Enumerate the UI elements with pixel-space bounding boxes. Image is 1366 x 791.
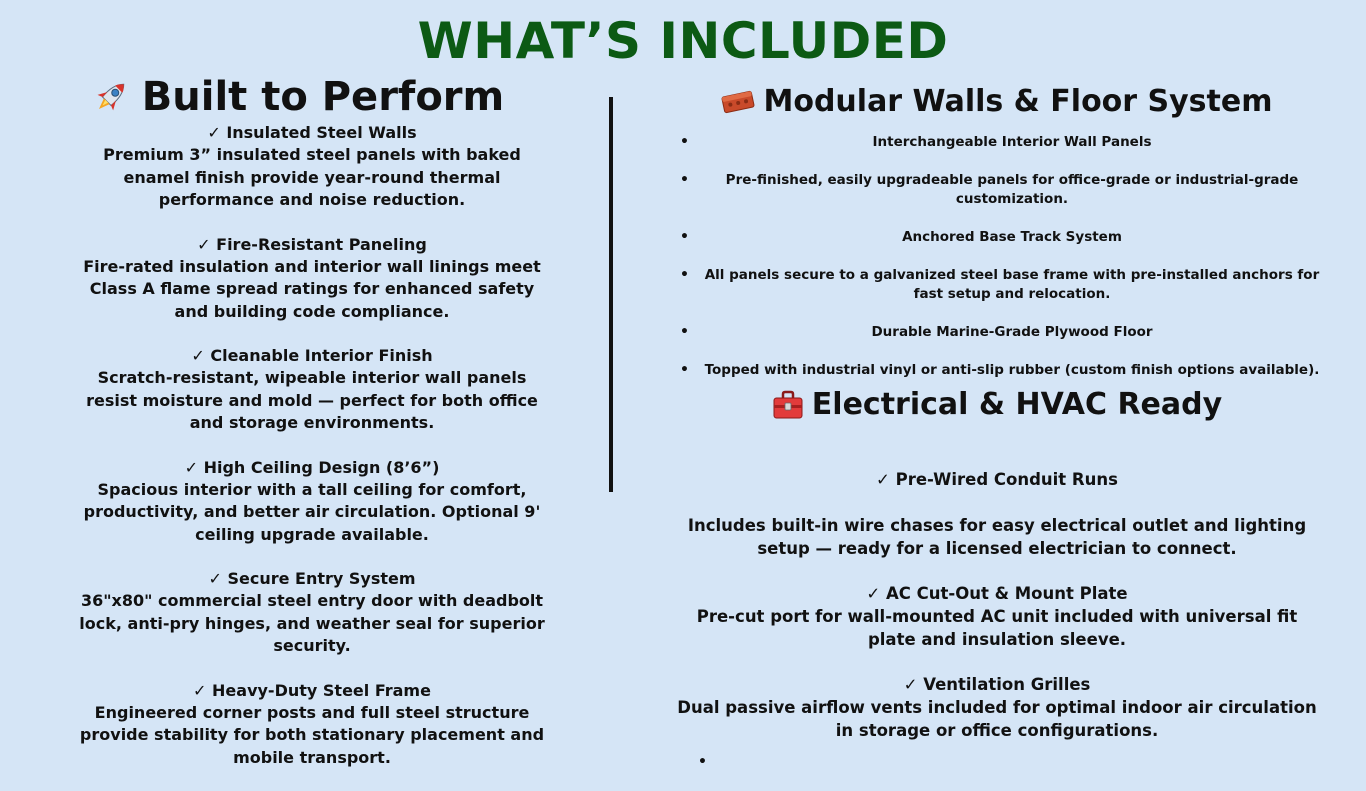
check-icon: ✓: [197, 234, 211, 254]
feature-item: [72, 345, 552, 435]
check-icon: ✓: [208, 569, 222, 588]
check-icon: ✓: [191, 346, 205, 365]
list-item: • Durable Marine-Grade Plywood Floor: [680, 324, 1153, 340]
feature-item: [672, 674, 1322, 742]
built-to-perform-section: [72, 74, 552, 791]
built-to-perform-heading: [42, 74, 552, 120]
rocket-icon: [90, 76, 132, 118]
feature-item: [672, 469, 1322, 560]
modular-heading: [672, 84, 1322, 119]
bullet-icon: •: [680, 324, 689, 340]
electrical-heading: [672, 387, 1322, 422]
list-item: • Interchangeable Interior Wall Panels: [680, 134, 1152, 150]
bullet-icon: •: [680, 362, 689, 378]
page-title: WHAT’S INCLUDED: [417, 12, 949, 70]
bullet-icon: •: [680, 172, 689, 188]
list-item: • Topped with industrial vinyl or anti-slip rubber (custom finish options available).: [680, 362, 1320, 378]
check-icon: ✓: [876, 470, 890, 489]
feature-item: [672, 583, 1322, 651]
check-icon: ✓: [903, 675, 918, 694]
feature-body: Includes built-in wire chases for easy electrical outlet and lighting setup — ready for a licensed electrician to connect.: [687, 516, 1307, 558]
brick-icon: [721, 89, 755, 115]
list-item: • Pre-finished, easily upgradeable panels for office-grade or industrial-grade customization.: [680, 172, 1299, 207]
electrical-title: Electrical & HVAC Ready: [811, 387, 1223, 422]
bullet-icon: •: [680, 229, 689, 245]
feature-heading: Fire-Resistant Paneling: [216, 234, 427, 254]
feature-heading: Secure Entry System: [227, 569, 416, 588]
feature-body: 36"x80" commercial steel entry door with deadbolt lock, anti-pry hinges, and weather seal for superior security.: [79, 591, 545, 655]
feature-heading: Heavy-Duty Steel Frame: [212, 680, 431, 700]
feature-item: [72, 234, 552, 324]
electrical-section: [672, 469, 1322, 742]
feature-body: Fire-rated insulation and interior wall linings meet Class A flame spread ratings for enhanced safety and building code compliance.: [83, 256, 541, 321]
modular-title: Modular Walls & Floor System: [763, 84, 1273, 119]
feature-body: Scratch-resistant, wipeable interior wall panels resist moisture and mold — perfect for both office and storage environments.: [86, 368, 538, 432]
feature-body: Dual passive airflow vents included for optimal indoor air circulation in storage or office configurations.: [677, 698, 1317, 740]
right-column: [672, 84, 1322, 765]
feature-heading: Cleanable Interior Finish: [210, 346, 433, 365]
modular-list: [672, 133, 1322, 380]
feature-body: Spacious interior with a tall ceiling for comfort, productivity, and better air circulation. Optional 9' ceiling upgrade available.: [83, 479, 541, 544]
bullet-icon: •: [680, 267, 689, 283]
list-item: • Anchored Base Track System: [680, 229, 1122, 245]
bullet-icon: •: [698, 754, 707, 770]
feature-item: [72, 457, 552, 547]
list-item: • All panels secure to a galvanized steel base frame with pre-installed anchors for fast setup and relocation.: [680, 267, 1320, 302]
check-icon: ✓: [207, 123, 221, 142]
check-icon: ✓: [184, 457, 199, 477]
feature-body: Pre-cut port for wall-mounted AC unit included with universal fit plate and insulation sleeve.: [696, 607, 1298, 649]
feature-heading: Insulated Steel Walls: [226, 123, 417, 142]
column-divider: [609, 97, 613, 492]
toolbox-icon: [772, 390, 804, 420]
feature-body: Premium 3” insulated steel panels with baked enamel finish provide year-round thermal performance and noise reduction.: [103, 145, 521, 209]
bullet-icon: •: [680, 134, 689, 150]
feature-item: [72, 568, 552, 658]
check-icon: ✓: [866, 584, 881, 603]
feature-heading: AC Cut-Out & Mount Plate: [885, 584, 1128, 603]
feature-item: [72, 122, 552, 212]
built-to-perform-title: Built to Perform: [141, 74, 505, 120]
feature-heading: High Ceiling Design (8’6”): [203, 457, 440, 477]
feature-heading: Ventilation Grilles: [923, 675, 1091, 694]
feature-body: Engineered corner posts and full steel structure provide stability for both stationary placement and mobile transport.: [79, 702, 545, 767]
feature-item: [72, 680, 552, 770]
check-icon: ✓: [193, 680, 207, 700]
feature-heading: Pre-Wired Conduit Runs: [895, 470, 1118, 489]
